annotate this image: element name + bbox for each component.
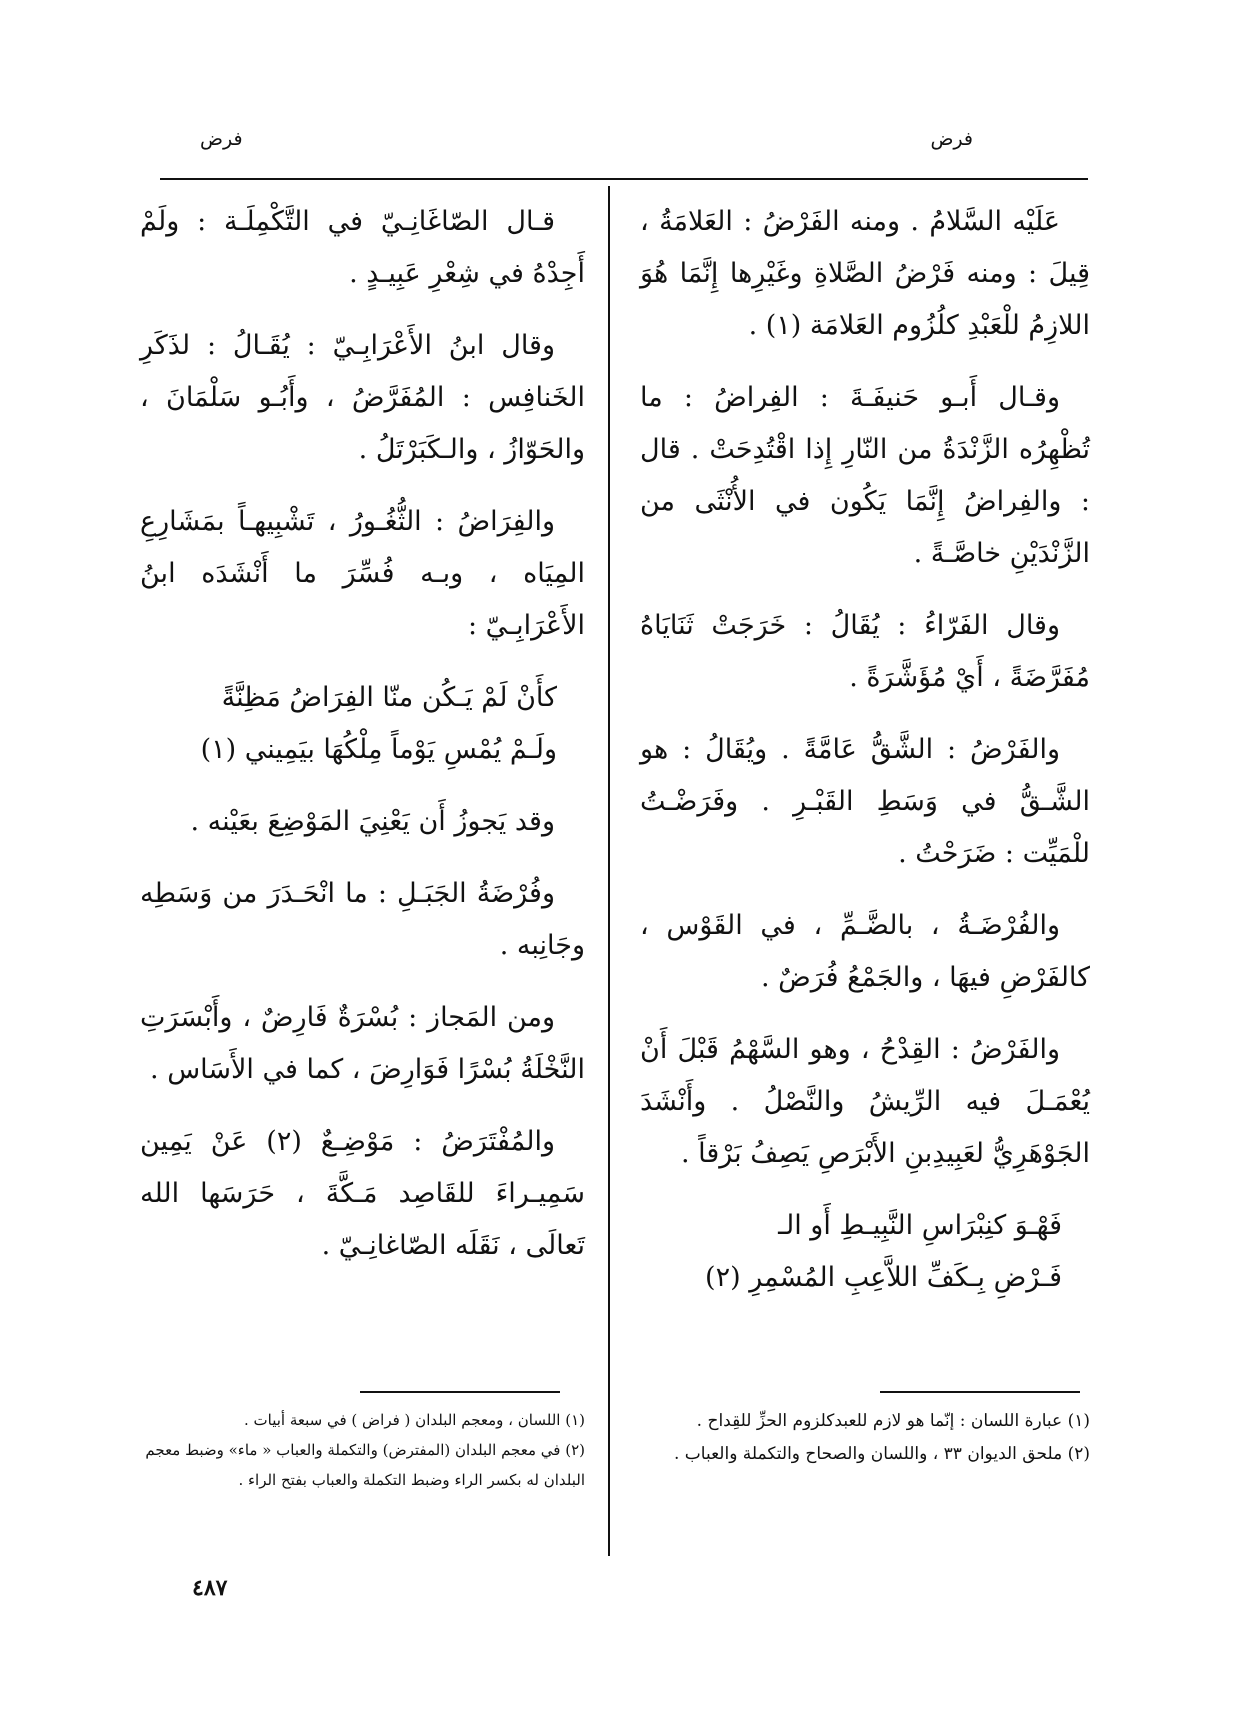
paragraph: والمُفْتَرَضُ : مَوْضِـعٌ (٢) عَنْ يَمِين سَمِيـراءَ للقَاصِد مَـكَّةَ ، حَرَسَها الله تَعالَى ، نَقَلَه الصّاغانِـيّ .	[140, 1126, 585, 1261]
verse-line: فَهْـوَ كنِبْرَاسِ النَّبِيـطِ أَو الـ	[778, 1210, 1062, 1241]
footnote-rule-left	[360, 1391, 560, 1393]
paragraph: ومن المَجاز : بُسْرَةٌ فَارِضٌ ، وأَبْسَرَتِ النَّخْلَةُ بُسْرًا فَوَارِضَ ، كما في الأَسَاس .	[140, 1002, 585, 1085]
verse-line: كأَنْ لَمْ يَـكُن منّا الفِرَاضُ مَظِنَّةً	[221, 682, 557, 713]
footnote-rule-right	[880, 1391, 1080, 1393]
page-number: ٤٨٧	[192, 1575, 228, 1601]
footnotes-left	[140, 1405, 585, 1495]
verse-line: فَـرْضِ بِـكَفِّ اللاَّعِبِ المُسْمِرِ (٢)	[705, 1262, 1062, 1293]
column-divider	[608, 186, 610, 1556]
paragraph: وفُرْضَةُ الجَبَـلِ : ما انْحَـدَرَ من وَسَطِه وجَانِبه .	[140, 878, 585, 961]
paragraph: عَلَيْه السَّلامُ . ومنه الفَرْضُ : العَلامَةُ ، قِيلَ : ومنه فَرْضُ الصَّلاةِ وغَيْرِها إِنَّمَا هُوَ اللازِمُ للْعَبْدِ كلُزُوم العَلامَة (١) .	[640, 206, 1090, 341]
running-header-right: فرض	[930, 128, 973, 150]
paragraph: والفِرَاضُ : الثُّغُـورُ ، تَشْبِيهـاً بمَشَارِعِ المِيَاه ، وبـه فُسِّرَ ما أَنْشَدَه ابنُ الأَعْرَابِـيّ :	[140, 506, 585, 641]
paragraph: والفُرْضَـةُ ، بالضَّـمِّ ، في القَوْس ، كالفَرْضِ فيهَا ، والجَمْعُ فُرَضٌ .	[640, 910, 1090, 993]
footnote: (٢) في معجم البلدان (المفترض) والتكملة والعباب « ماء» وضبط معجم البلدان له بكسر الراء وضبط التكملة والعباب بفتح الراء .	[145, 1441, 585, 1489]
footnotes-right	[640, 1405, 1090, 1471]
paragraph: والفَرْضُ : القِدْحُ ، وهو السَّهْمُ قَبْلَ أَنْ يُعْمَـلَ فيه الرِّيشُ والنَّصْلُ . وأَنْشَدَ الجَوْهَرِيُّ لعَبِيدِبنِ الأَبْرَصِ يَصِفُ بَرْقاً .	[640, 1034, 1090, 1169]
running-header-left: فرض	[200, 128, 243, 150]
right-column	[640, 196, 1090, 1324]
paragraph: وقال ابنُ الأَعْرَابِـيّ : يُقَـالُ : لذَكَرِ الخَنافِس : المُفَرَّضُ ، وأَبُـو سَلْمَانَ ، والحَوّازُ ، والـكَبَرْتَلُ .	[140, 330, 585, 465]
paragraph: وقد يَجوزُ أَن يَعْنِيَ المَوْضِعَ بعَيْنه .	[190, 806, 555, 837]
paragraph: قـال الصّاغَانِـيّ في التَّكْمِلَـة : ولَمْ أَجِدْهُ في شِعْرِ عَبِيـدٍ .	[140, 206, 585, 289]
paragraph: وقال الفَرّاءُ : يُقَالُ : خَرَجَتْ ثَنَايَاهُ مُفَرَّضَةً ، أَيْ مُؤَشَّرَةً .	[640, 610, 1090, 693]
header-rule	[160, 178, 1088, 180]
paragraph: وقـال أَبـو حَنيفَـةَ : الفِراضُ : ما تُظْهِرُه الزَّنْدَةُ من النّارِ إِذا اقْتُدِحَتْ . قال : والفِراضُ إِنَّمَا يَكُون في الأُنْثَى من الزَّنْدَيْنِ خاصَّـةً .	[640, 382, 1090, 569]
footnote: (٢) ملحق الديوان ٣٣ ، واللسان والصحاح والتكملة والعباب .	[673, 1444, 1090, 1464]
footnote: (١) اللسان ، ومعجم البلدان ( فراض ) في سبعة أبيات .	[243, 1411, 585, 1429]
footnote: (١) عبارة اللسان : إنّما هو لازم للعبدكلزوم الحزِّ للقِداح .	[696, 1411, 1090, 1431]
left-column	[140, 196, 585, 1292]
verse-line: ولَـمْ يُمْسِ يَوْماً مِلْكُهَا بيَمِيني (١)	[200, 734, 557, 765]
paragraph: والفَرْضُ : الشَّقُّ عَامَّةً . ويُقَالُ : هو الشَّـقُّ في وَسَطِ القَبْـرِ . وفَرَضْـتُ للْمَيِّت : ضَرَحْتُ .	[640, 734, 1090, 869]
